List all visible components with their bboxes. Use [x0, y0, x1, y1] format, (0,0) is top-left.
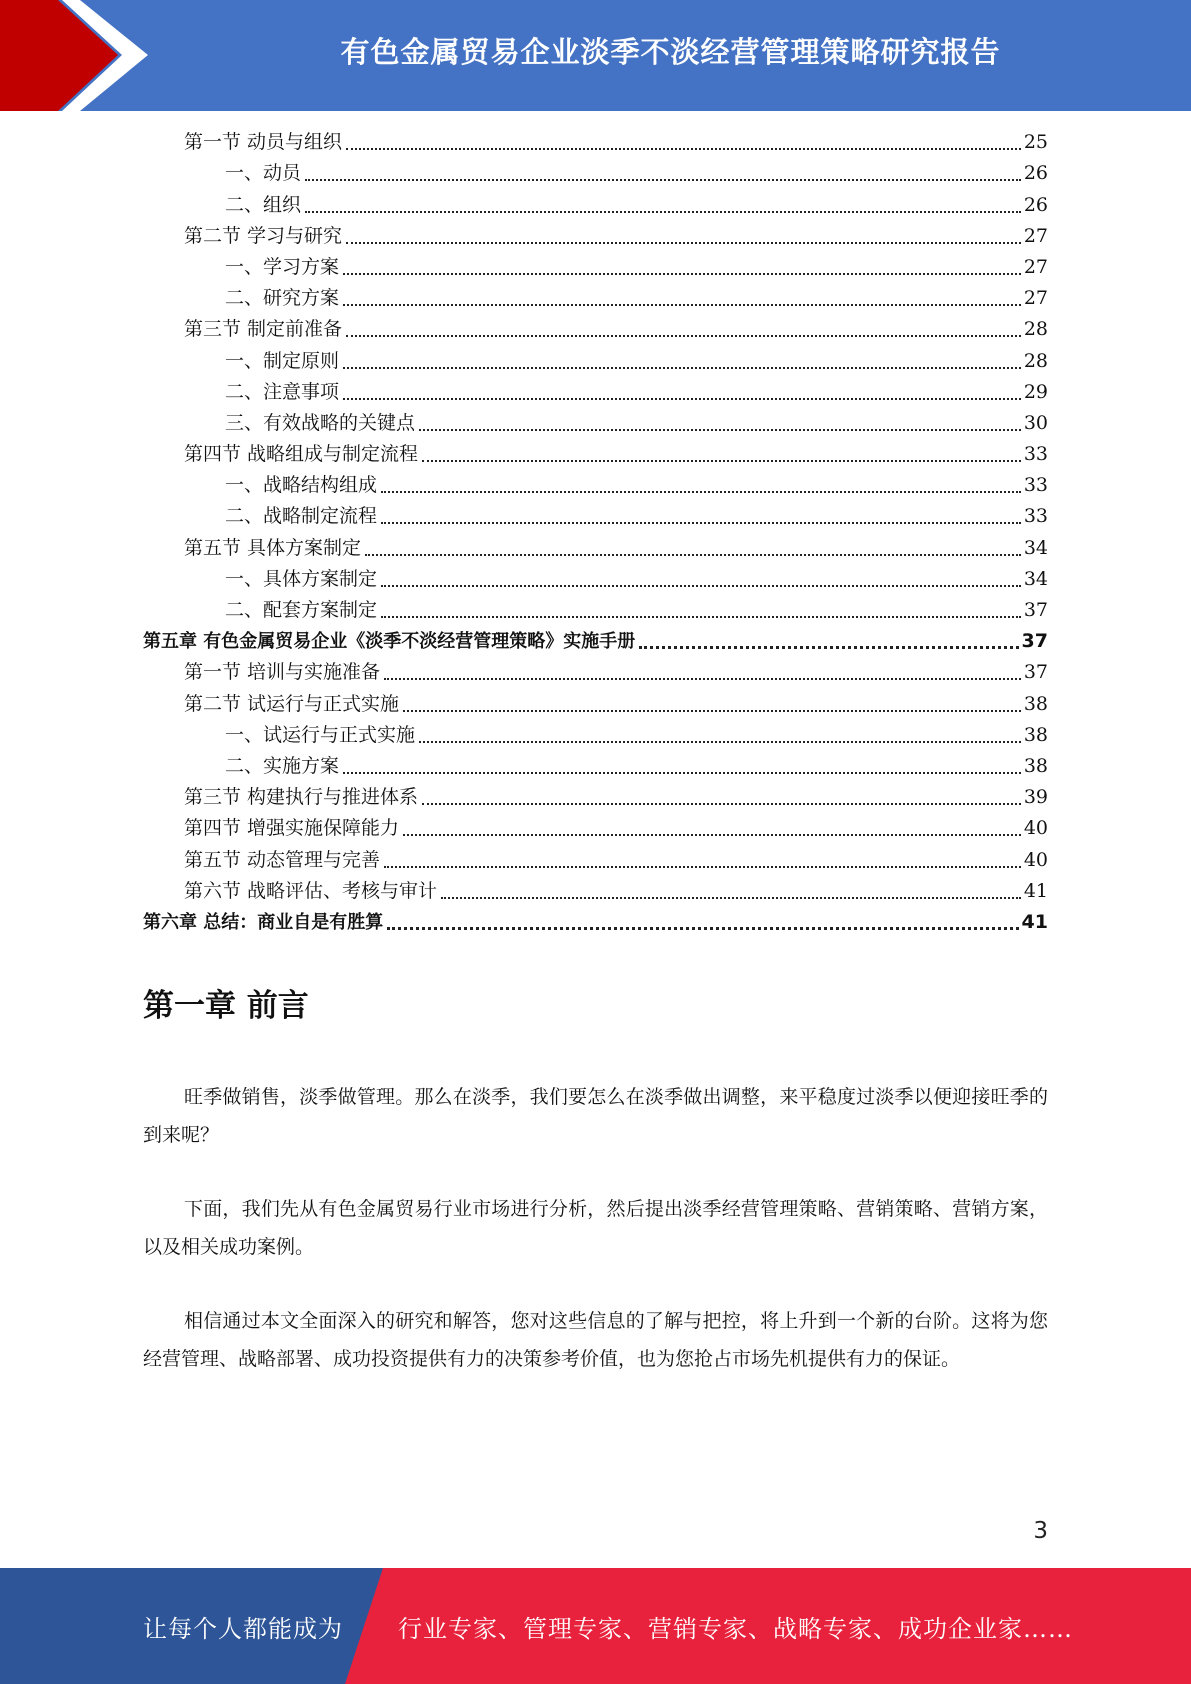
toc-entry-title: 第五节 动态管理与完善 [184, 848, 381, 871]
toc-entry-title: 第四节 增强实施保障能力 [184, 817, 400, 840]
toc-entry-title: 第六章 总结：商业自是有胜算 [143, 911, 384, 933]
report-title: 有色金属贸易企业淡季不淡经营管理策略研究报告 [340, 34, 1001, 69]
toc-dot-leader [403, 834, 1021, 836]
toc-entry[interactable] [143, 876, 1048, 907]
toc-entry[interactable] [143, 345, 1048, 376]
toc-entry[interactable] [143, 720, 1048, 751]
toc-dot-leader [343, 398, 1021, 400]
toc-dot-leader [441, 897, 1021, 899]
toc-dot-leader [384, 678, 1021, 680]
toc-entry[interactable] [143, 501, 1048, 532]
toc-entry[interactable] [143, 657, 1048, 688]
toc-entry-title: 第一节 动员与组织 [184, 131, 343, 154]
toc-dot-leader [384, 866, 1021, 868]
toc-page-number: 34 [1023, 536, 1048, 559]
toc-entry-title: 第四节 战略组成与制定流程 [184, 443, 419, 466]
toc-page-number: 34 [1023, 567, 1048, 590]
toc-entry-title: 第一节 培训与实施准备 [184, 661, 381, 684]
toc-page-number: 40 [1023, 848, 1048, 871]
toc-page-number: 28 [1023, 349, 1048, 372]
toc-entry-title: 三、有效战略的关键点 [225, 411, 416, 434]
toc-entry-title: 二、注意事项 [225, 380, 340, 403]
intro-paragraph-2: 下面，我们先从有色金属贸易行业市场进行分析，然后提出淡季经营管理策略、营销策略、营销方案，以及相关成功案例。 [143, 1198, 1048, 1258]
toc-entry[interactable] [143, 470, 1048, 501]
toc-entry-title: 一、动员 [225, 162, 302, 185]
toc-entry[interactable] [143, 221, 1048, 252]
toc-dot-leader [381, 491, 1021, 493]
chapter-heading: 第一章 前言 [143, 988, 309, 1024]
toc-dot-leader [381, 616, 1021, 618]
toc-entry[interactable] [143, 595, 1048, 626]
toc-page-number: 39 [1023, 786, 1048, 809]
toc-page-number: 37 [1021, 630, 1048, 653]
toc-entry-title: 一、具体方案制定 [225, 567, 378, 590]
toc-entry[interactable] [143, 158, 1048, 189]
toc-entry[interactable] [143, 688, 1048, 719]
toc-entry[interactable] [143, 377, 1048, 408]
red-chevron-icon [0, 0, 160, 111]
toc-dot-leader [346, 335, 1021, 337]
toc-dot-leader [422, 803, 1021, 805]
toc-entry-title: 二、战略制定流程 [225, 505, 378, 528]
toc-page-number: 27 [1023, 255, 1048, 278]
toc-entry[interactable] [143, 532, 1048, 563]
toc-page-number: 33 [1023, 443, 1048, 466]
toc-page-number: 40 [1023, 817, 1048, 840]
toc-entry[interactable] [143, 564, 1048, 595]
toc-dot-leader [387, 927, 1018, 930]
page-header [0, 0, 1191, 111]
toc-entry[interactable] [143, 844, 1048, 875]
toc-page-number: 27 [1023, 287, 1048, 310]
toc-entry[interactable] [143, 127, 1048, 158]
toc-dot-leader [346, 148, 1021, 150]
toc-dot-leader [343, 367, 1021, 369]
toc-dot-leader [305, 211, 1021, 213]
toc-entry-title: 一、制定原则 [225, 349, 340, 372]
toc-entry-title: 第六节 战略评估、考核与审计 [184, 879, 438, 902]
toc-page-number: 33 [1023, 474, 1048, 497]
toc-entry-title: 一、学习方案 [225, 255, 340, 278]
intro-paragraph-1: 旺季做销售，淡季做管理。那么在淡季，我们要怎么在淡季做出调整，来平稳度过淡季以便迎接旺季的到来呢？ [143, 1086, 1048, 1146]
toc-dot-leader [365, 554, 1021, 556]
toc-dot-leader [343, 273, 1021, 275]
page-footer [0, 1568, 1191, 1684]
toc-entry-title: 二、组织 [225, 193, 302, 216]
toc-entry[interactable] [143, 907, 1048, 938]
toc-dot-leader [419, 429, 1021, 431]
toc-entry[interactable] [143, 782, 1048, 813]
toc-entry[interactable] [143, 314, 1048, 345]
toc-page-number: 33 [1023, 505, 1048, 528]
toc-page-number: 37 [1023, 661, 1048, 684]
toc-entry-title: 第三节 构建执行与推进体系 [184, 786, 419, 809]
toc-entry-title: 第五章 有色金属贸易企业《淡季不淡经营管理策略》实施手册 [143, 631, 636, 653]
toc-dot-leader [403, 710, 1021, 712]
toc-dot-leader [381, 522, 1021, 524]
toc-dot-leader [422, 460, 1021, 462]
footer-slogan-left: 让每个人都能成为 [143, 1614, 343, 1643]
toc-page-number: 26 [1023, 162, 1048, 185]
toc-entry[interactable] [143, 252, 1048, 283]
toc-page-number: 29 [1023, 380, 1048, 403]
toc-entry-title: 二、配套方案制定 [225, 599, 378, 621]
toc-dot-leader [343, 304, 1021, 306]
toc-page-number: 28 [1023, 318, 1048, 341]
toc-page-number: 37 [1023, 599, 1048, 621]
toc-dot-leader [639, 646, 1018, 649]
toc-dot-leader [381, 585, 1021, 587]
page-number: 3 [1033, 1518, 1048, 1544]
toc-page-number: 38 [1023, 723, 1048, 746]
toc-dot-leader [346, 242, 1021, 244]
toc-entry[interactable] [143, 813, 1048, 844]
toc-page-number: 38 [1023, 692, 1048, 715]
toc-entry-title: 二、研究方案 [225, 287, 340, 310]
toc-entry[interactable] [143, 626, 1048, 657]
toc-entry[interactable] [143, 439, 1048, 470]
toc-entry-title: 一、试运行与正式实施 [225, 723, 416, 746]
toc-entry-title: 第五节 具体方案制定 [184, 536, 362, 559]
toc-page-number: 25 [1023, 131, 1048, 154]
toc-page-number: 30 [1023, 411, 1048, 434]
table-of-contents [143, 127, 1048, 938]
toc-entry-title: 第三节 制定前准备 [184, 318, 343, 341]
toc-page-number: 41 [1023, 879, 1048, 902]
toc-page-number: 38 [1023, 754, 1048, 777]
toc-entry-title: 二、实施方案 [225, 754, 340, 777]
toc-entry-title: 一、战略结构组成 [225, 474, 378, 497]
intro-paragraph-3: 相信通过本文全面深入的研究和解答，您对这些信息的了解与把控，将上升到一个新的台阶。这将为您经营管理、战略部署、成功投资提供有力的决策参考价值，也为您抢占市场先机提供有力的保证。 [143, 1310, 1048, 1370]
toc-dot-leader [343, 772, 1021, 774]
toc-page-number: 27 [1023, 224, 1048, 247]
toc-entry[interactable] [143, 408, 1048, 439]
toc-entry[interactable] [143, 283, 1048, 314]
toc-page-number: 26 [1023, 193, 1048, 216]
toc-entry-title: 第二节 学习与研究 [184, 224, 343, 247]
toc-entry[interactable] [143, 189, 1048, 220]
toc-entry-title: 第二节 试运行与正式实施 [184, 692, 400, 715]
footer-slogan-right: 行业专家、管理专家、营销专家、战略专家、成功企业家…… [398, 1614, 1073, 1643]
toc-dot-leader [305, 179, 1021, 181]
toc-entry[interactable] [143, 751, 1048, 782]
toc-dot-leader [419, 741, 1021, 743]
toc-page-number: 41 [1021, 910, 1048, 933]
